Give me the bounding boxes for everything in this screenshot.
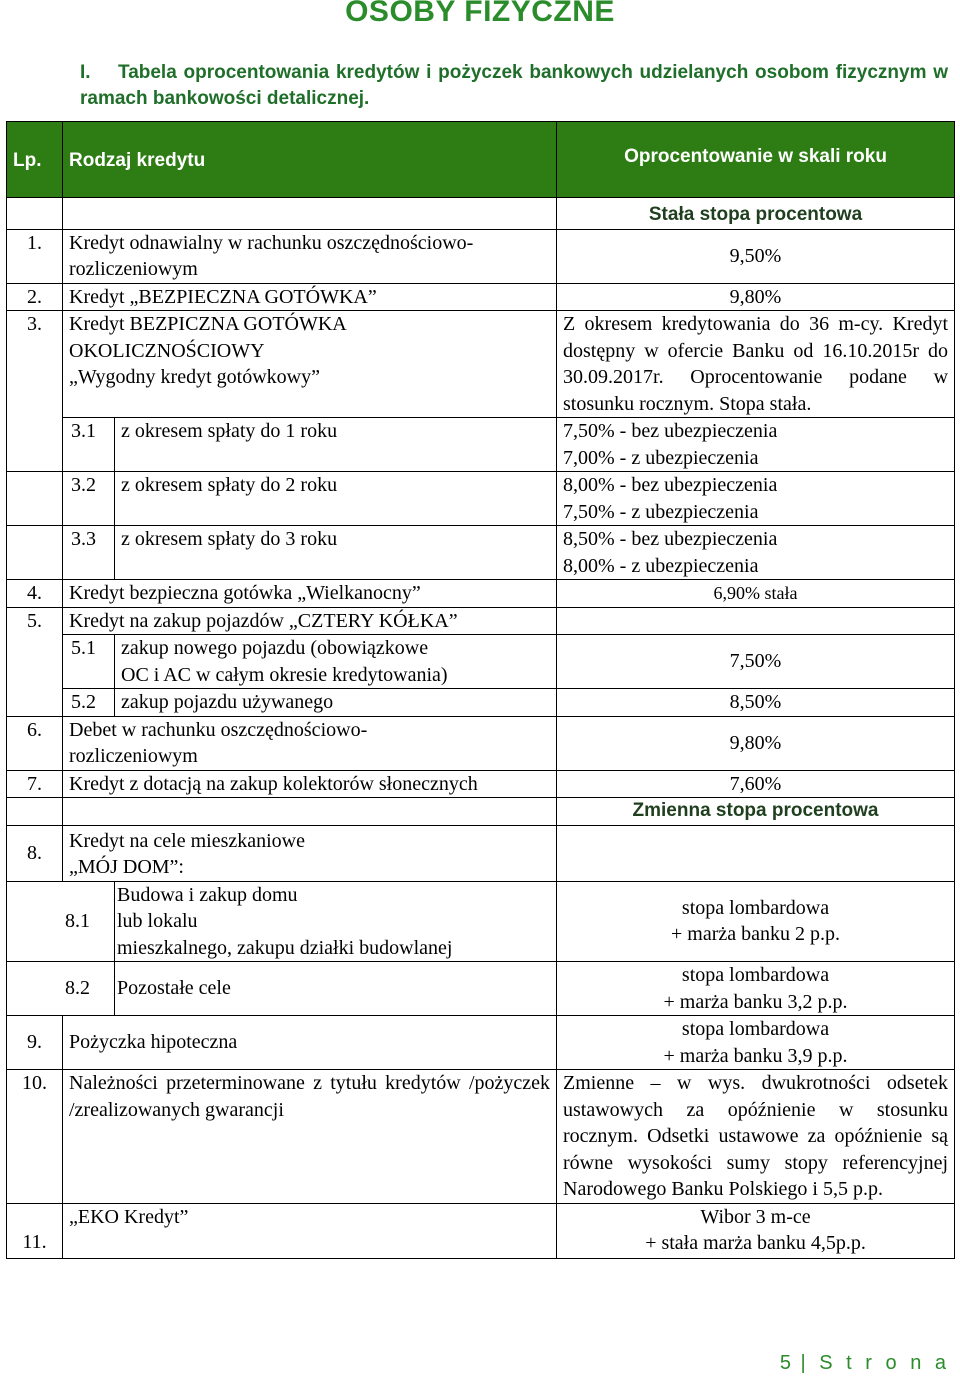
table-row: [7, 1203, 955, 1258]
row-rate: stopa lombardowa + marża banku 3,2 p.p.: [557, 962, 955, 1016]
section-heading: [80, 60, 948, 112]
row-lp: 8.: [7, 825, 63, 881]
table-row: [7, 635, 955, 689]
row-name: Debet w rachunku oszczędnościowo-rozliczeniowym: [63, 716, 557, 770]
row-name: Kredyt BEZPICZNA GOTÓWKA OKOLICZNOŚCIOWY „Wygodny kredyt gotówkowy”: [63, 311, 557, 418]
row-name: z okresem spłaty do 1 roku: [115, 418, 557, 472]
row-name: z okresem spłaty do 3 roku: [115, 526, 557, 580]
page-number: 5: [779, 1352, 791, 1374]
row-rate: 7,50% - bez ubezpieczenia 7,00% - z ubezpieczenia: [557, 418, 955, 472]
section-number: I.: [80, 62, 91, 83]
row-rate: 8,50% - bez ubezpieczenia 8,00% - z ubezpieczenia: [557, 526, 955, 580]
footer-label: S t r o n a: [819, 1352, 950, 1374]
row-name: Pożyczka hipoteczna: [63, 1016, 557, 1070]
header-type: Rodzaj kredytu: [63, 122, 557, 198]
footer-separator: |: [800, 1352, 810, 1374]
row-lp: 1.: [7, 229, 63, 283]
table-row: [7, 418, 955, 472]
table-row: [7, 580, 955, 608]
row-lp: 5.1: [63, 635, 115, 689]
row-lp: 3.3: [63, 526, 115, 580]
table-row: [7, 526, 955, 580]
row-name: Kredyt na cele mieszkaniowe „MÓJ DOM”:: [63, 825, 557, 881]
table-row: [7, 962, 955, 1016]
row-name: z okresem spłaty do 2 roku: [115, 472, 557, 526]
row-rate: 8,50%: [557, 689, 955, 717]
row-rate: 8,00% - bez ubezpieczenia 7,50% - z ubezpieczenia: [557, 472, 955, 526]
row-name: Należności przeterminowane z tytułu kredytów /pożyczek /zrealizowanych gwarancji: [63, 1070, 557, 1204]
row-lp: 11.: [7, 1203, 63, 1258]
row-lp: 3.: [7, 311, 63, 418]
table-header-row: [7, 122, 955, 198]
row-name: Kredyt bezpieczna gotówka „Wielkanocny”: [63, 580, 557, 608]
section-text: Tabela oprocentowania kredytów i pożyczek bankowych udzielanych osobom fizycznym w ramach bankowości detalicznej.: [80, 62, 948, 109]
row-lp: 4.: [7, 580, 63, 608]
row-lp: 6.: [7, 716, 63, 770]
row-name: zakup pojazdu używanego: [115, 689, 557, 717]
row-rate: 9,50%: [557, 229, 955, 283]
row-name: Kredyt na zakup pojazdów „CZTERY KÓŁKA”: [63, 607, 557, 635]
row-name: Kredyt „BEZPIECZNA GOTÓWKA”: [63, 283, 557, 311]
table-row: [7, 881, 955, 962]
row-rate: 6,90% stała: [557, 580, 955, 608]
table-row: [7, 607, 955, 635]
table-row: [7, 472, 955, 526]
row-rate: 9,80%: [557, 283, 955, 311]
fixed-rate-heading: Stała stopa procentowa: [557, 198, 955, 230]
header-rate: Oprocentowanie w skali roku: [557, 122, 955, 198]
row-name: Budowa i zakup domu lub lokalu mieszkalnego, zakupu działki budowlanej: [115, 881, 557, 962]
row-rate: stopa lombardowa + marża banku 3,9 p.p.: [557, 1016, 955, 1070]
row-rate: Zmienne – w wys. dwukrotności odsetek ustawowych za opóźnienie w stosunku rocznym. Odsetki ustawowe za opóźnienie są równe wysokości sumy stopy referencyjnej Narodowego Banku Polskiego i 5,5 p.p.: [557, 1070, 955, 1204]
row-rate: 9,80%: [557, 716, 955, 770]
row-lp: 7.: [7, 770, 63, 798]
row-name: zakup nowego pojazdu (obowiązkowe OC i AC w całym okresie kredytowania): [115, 635, 557, 689]
row-rate: 7,50%: [557, 635, 955, 689]
row-name: „EKO Kredyt”: [63, 1203, 557, 1258]
rates-table: [6, 121, 955, 1259]
row-lp: 5.2: [63, 689, 115, 717]
page-footer: [780, 1352, 950, 1375]
row-rate: stopa lombardowa + marża banku 2 p.p.: [557, 881, 955, 962]
table-row: [7, 1070, 955, 1204]
table-row: [7, 689, 955, 717]
table-row: [7, 770, 955, 798]
fixed-rate-heading-row: [7, 198, 955, 230]
row-rate: Z okresem kredytowania do 36 m-cy. Kredyt dostępny w ofercie Banku od 16.10.2015r do 30.09.2017r. Oprocentowanie podane w stosunku rocznym. Stopa stała.: [557, 311, 955, 418]
row-lp: 2.: [7, 283, 63, 311]
table-row: [7, 311, 955, 418]
variable-rate-heading: Zmienna stopa procentowa: [557, 798, 955, 826]
table-row: [7, 283, 955, 311]
table-row: [7, 716, 955, 770]
row-rate: 7,60%: [557, 770, 955, 798]
table-row: [7, 1016, 955, 1070]
header-lp: Lp.: [7, 122, 63, 198]
row-lp: 3.2: [63, 472, 115, 526]
row-lp: 8.2: [7, 962, 115, 1016]
row-lp: 9.: [7, 1016, 63, 1070]
row-name: Kredyt z dotacją na zakup kolektorów słonecznych: [63, 770, 557, 798]
table-row: [7, 229, 955, 283]
page-title: OSOBY FIZYCZNE: [345, 0, 615, 28]
variable-rate-heading-row: [7, 798, 955, 826]
row-lp: 8.1: [7, 881, 115, 962]
row-lp: 5.: [7, 607, 63, 635]
row-rate: Wibor 3 m-ce + stała marża banku 4,5p.p.: [557, 1203, 955, 1258]
row-lp: 3.1: [63, 418, 115, 472]
row-name: Kredyt odnawialny w rachunku oszczędnościowo-rozliczeniowym: [63, 229, 557, 283]
table-row: [7, 825, 955, 881]
row-name: Pozostałe cele: [115, 962, 557, 1016]
row-lp: 10.: [7, 1070, 63, 1204]
